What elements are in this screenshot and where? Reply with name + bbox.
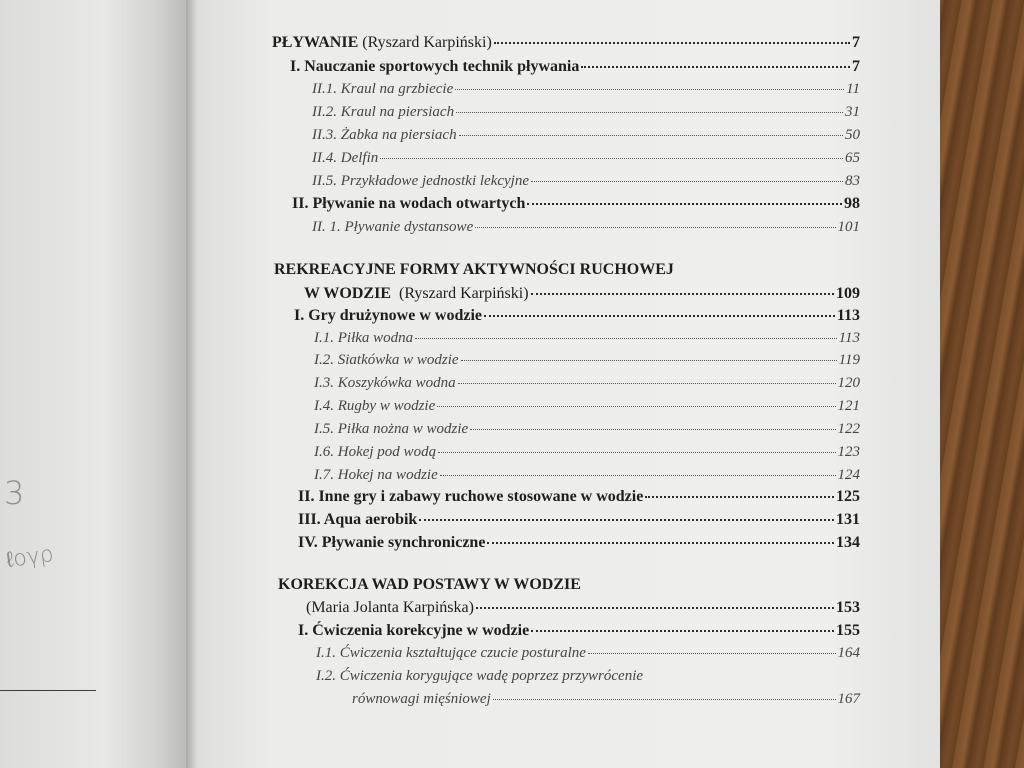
page-number: 109 [836,285,860,302]
toc-entry [312,124,860,146]
dot-leader [437,405,835,407]
dot-leader [380,157,843,159]
dot-leader [461,359,837,361]
page-number: 122 [837,421,860,437]
dot-leader [581,65,850,68]
page-number: 31 [845,104,860,120]
section-title: REKREACYJNE FORMY AKTYWNOŚCI RUCHOWEJ [274,261,674,278]
dot-leader [470,428,835,430]
page-number: 7 [852,58,860,75]
dot-leader [645,495,834,498]
entry-label: I. Nauczanie sportowych technik pływania [290,58,580,75]
page-number: 83 [845,173,860,189]
dot-leader [588,652,836,654]
toc-entry [312,78,860,100]
toc-entry [314,418,860,440]
toc-entry [314,349,860,371]
entry-label: I.2. Siatkówka w wodzie [314,352,459,368]
dot-leader [531,292,834,295]
page-number: 167 [837,691,860,707]
entry-label: II.4. Delfin [312,150,379,166]
page-number: 101 [837,219,860,235]
toc-entry [312,216,860,238]
toc-entry [298,486,860,508]
entry-label: I.2. Ćwiczenia korygujące wadę poprzez przywrócenie [316,668,644,684]
dot-leader [458,382,836,384]
entry-label: I.6. Hokej pod wodą [314,444,437,460]
toc-entry [298,620,860,642]
section-author: (Maria Jolanta Karpińska) [306,599,474,616]
entry-label: II. Inne gry i zabawy ruchowe stosowane w wodzie [298,488,644,505]
toc-section-swimming [272,32,860,54]
dot-leader [531,180,843,182]
page-number: 121 [837,398,860,414]
toc-entry [314,441,860,463]
entry-label: I.7. Hokej na wodzie [314,467,438,483]
page-number: 131 [836,511,860,528]
toc-section-posture [306,597,860,619]
toc-entry [292,193,860,215]
entry-label: II. 1. Pływanie dystansowe [312,219,474,235]
toc-entry [312,101,860,123]
handwritten-number: 3 [4,474,25,512]
entry-label: I.1. Ćwiczenia kształtujące czucie posturalne [316,645,586,661]
entry-label: I.4. Rugby w wodzie [314,398,436,414]
page-number: 65 [845,150,860,166]
entry-label: II. Pływanie na wodach otwartych [292,195,526,212]
page-number: 98 [844,195,860,212]
dot-leader [476,606,834,609]
page-number: 11 [846,81,860,97]
toc-entry [352,688,860,710]
page-number: 119 [838,352,860,368]
left-page [0,0,190,768]
page-number: 7 [852,34,860,51]
entry-label: I. Ćwiczenia korekcyjne w wodzie [298,622,530,639]
page-number: 123 [837,444,860,460]
entry-label: I.1. Piłka wodna [314,330,414,346]
dot-leader [456,111,843,113]
toc-entry [314,327,860,349]
entry-label: I.5. Piłka nożna w wodzie [314,421,469,437]
dot-leader [419,518,834,521]
dot-leader [487,541,834,544]
page-number: 134 [836,534,860,551]
entry-label: I. Gry drużynowe w wodzie [294,307,482,324]
dot-leader [438,451,835,453]
dot-leader [493,698,836,700]
page-number: 125 [836,488,860,505]
page-number: 50 [845,127,860,143]
dot-leader [455,88,844,90]
toc-entry [312,170,860,192]
entry-label: III. Aqua aerobik [298,511,418,528]
entry-label: II.2. Kraul na piersiach [312,104,455,120]
toc-entry [314,464,860,486]
table-of-contents [198,0,940,768]
page-number: 113 [836,307,860,324]
entry-label: I.3. Koszykówka wodna [314,375,456,391]
section-title: PŁYWANIE [272,34,359,51]
entry-label: II.5. Przykładowe jednostki lekcyjne [312,173,530,189]
toc-entry [294,305,860,327]
page-number: 164 [837,645,860,661]
toc-entry [312,147,860,169]
entry-label-continued: równowagi mięśniowej [352,691,491,707]
toc-entry [290,56,860,78]
toc-entry [314,372,860,394]
page-number: 153 [836,599,860,616]
entry-label: II.3. Żabka na piersiach [312,127,457,143]
page-number: 113 [838,330,860,346]
dot-leader [494,41,850,44]
section-author: (Ryszard Karpiński) [399,285,529,302]
entry-label: IV. Pływanie synchroniczne [298,534,486,551]
dot-leader [440,474,836,476]
dot-leader [484,314,835,317]
dot-leader [475,226,835,228]
page-number: 120 [837,375,860,391]
footnote-rule [0,690,96,691]
page-number: 124 [837,467,860,483]
wooden-table [930,0,1024,768]
toc-entry [298,532,860,554]
entry-label: II.1. Kraul na grzbiecie [312,81,454,97]
page-number: 155 [836,622,860,639]
toc-entry [314,395,860,417]
handwritten-note: ℓογρ [4,541,56,574]
dot-leader [415,337,836,339]
toc-section-recreation [304,283,860,305]
right-page [198,0,940,768]
section-author: (Ryszard Karpiński) [362,34,492,51]
dot-leader [531,629,834,632]
dot-leader [459,134,843,136]
toc-entry [298,509,860,531]
section-title-continued: W WODZIE [304,285,391,302]
dot-leader [527,202,842,205]
toc-entry [316,642,860,664]
section-title: KOREKCJA WAD POSTAWY W WODZIE [278,576,581,593]
